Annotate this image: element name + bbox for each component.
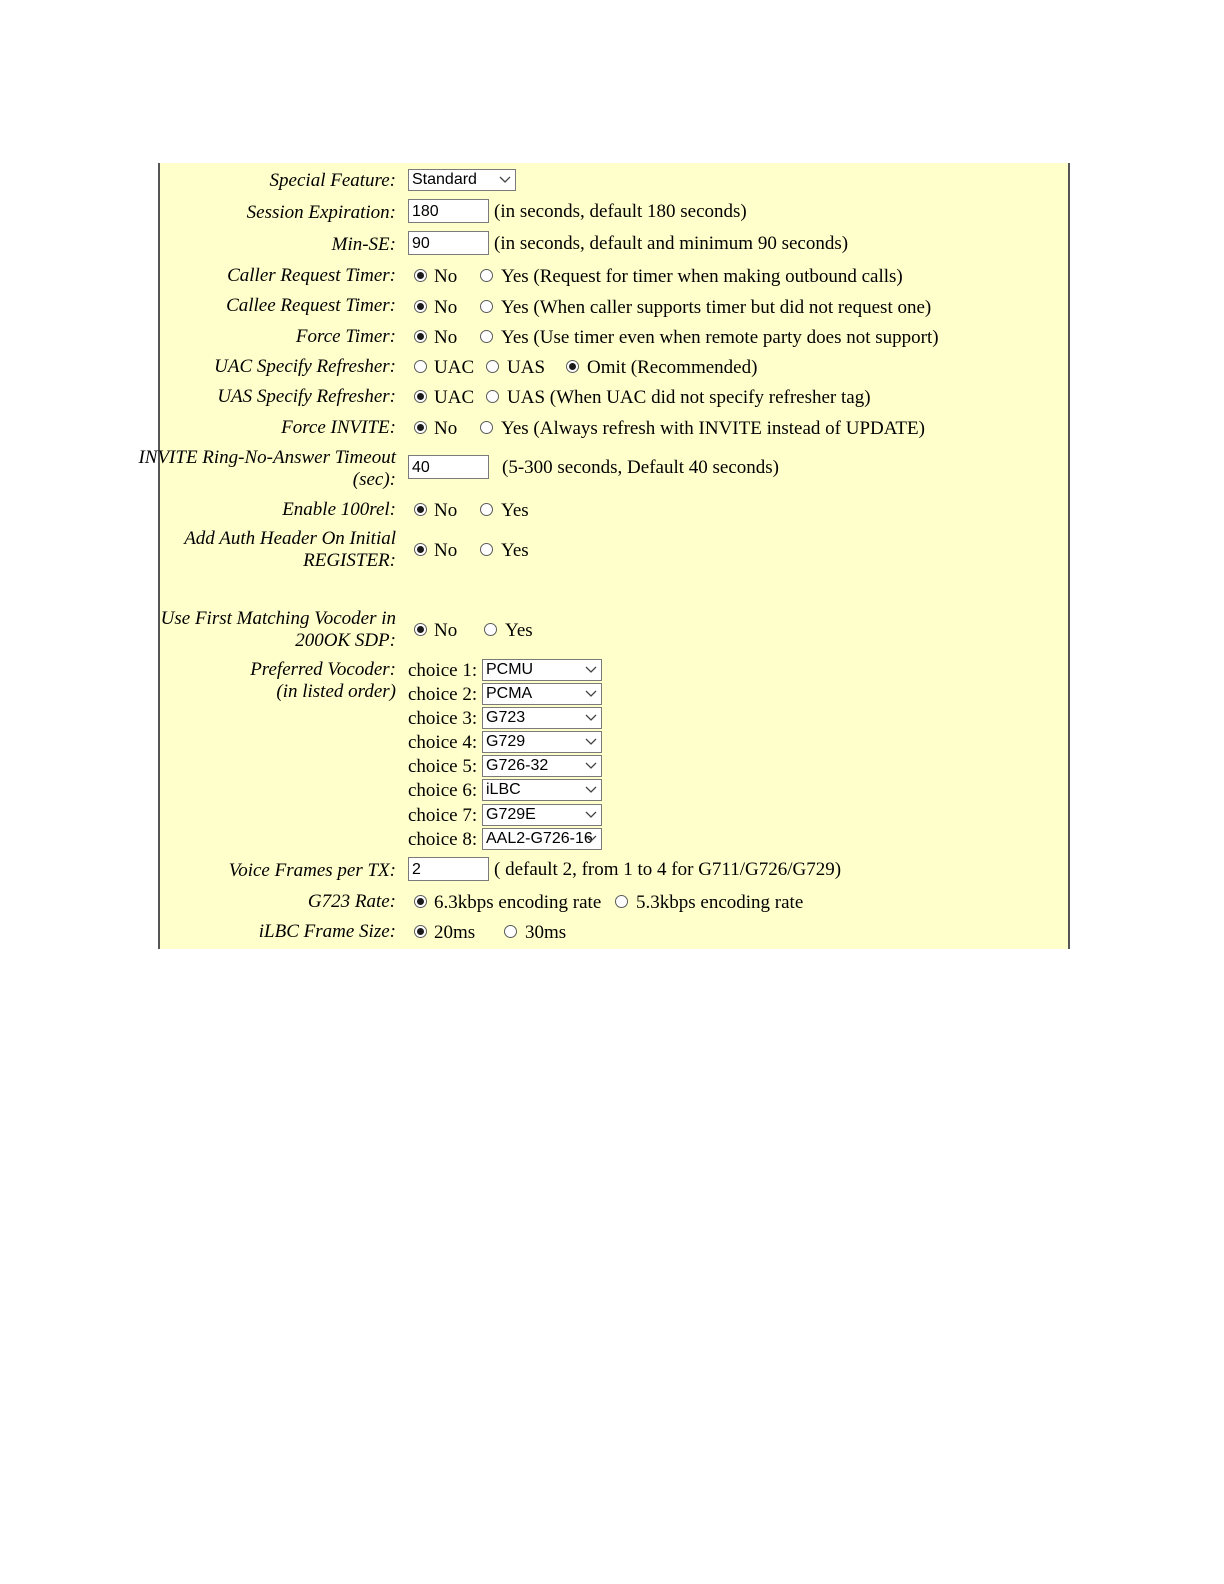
add-auth-header-no-label: No (434, 540, 458, 561)
chevron-down-icon (584, 756, 598, 776)
add-auth-header-label-line2: REGISTER: (303, 550, 396, 571)
uac-specify-refresher-uas-label: UAS (507, 357, 546, 378)
voice-frames-hint: ( default 2, from 1 to 4 for G711/G726/G729) (494, 859, 842, 880)
uas-specify-refresher-uas-radio[interactable] (486, 390, 499, 403)
force-timer-label: Force Timer: (295, 326, 396, 347)
ilbc-frame-size-30-radio[interactable] (504, 925, 517, 938)
chevron-down-icon (584, 805, 598, 825)
vocoder-choice-6-select[interactable] (482, 779, 602, 801)
vocoder-choice-1-label: choice 1: (408, 660, 478, 681)
vocoder-choice-3-label: choice 3: (408, 708, 478, 729)
uas-specify-refresher-uac-radio[interactable] (414, 390, 427, 403)
preferred-vocoder-label-line2: (in listed order) (276, 681, 396, 702)
vocoder-choice-3-value: G723 (486, 709, 526, 726)
add-auth-header-label (184, 528, 396, 572)
caller-request-timer-label: Caller Request Timer: (227, 265, 396, 286)
uac-specify-refresher-uac-label: UAC (434, 357, 475, 378)
uas-specify-refresher-uas-label: UAS (When UAC did not specify refresher tag) (507, 387, 871, 408)
min-se-label: Min-SE: (331, 234, 396, 255)
min-se-hint: (in seconds, default and minimum 90 seconds) (494, 233, 849, 254)
force-timer-yes-label: Yes (Use timer even when remote party does not support) (501, 327, 939, 348)
vocoder-choice-8-label: choice 8: (408, 829, 478, 850)
vocoder-choice-4-label: choice 4: (408, 732, 478, 753)
vocoder-choice-6-label: choice 6: (408, 780, 478, 801)
add-auth-header-label-line1: Add Auth Header On Initial (184, 528, 396, 549)
session-expiration-hint: (in seconds, default 180 seconds) (494, 201, 747, 222)
g723-rate-label: G723 Rate: (307, 891, 396, 912)
chevron-down-icon (584, 708, 598, 728)
vocoder-choice-5-label: choice 5: (408, 756, 478, 777)
uac-specify-refresher-label: UAC Specify Refresher: (214, 356, 396, 377)
g723-rate-53-radio[interactable] (615, 895, 628, 908)
caller-request-timer-no-radio[interactable] (414, 269, 427, 282)
special-feature-value: Standard (412, 171, 477, 188)
special-feature-label: Special Feature: (269, 170, 396, 191)
ilbc-frame-size-20-label: 20ms (434, 922, 476, 943)
voice-frames-label: Voice Frames per TX: (228, 860, 396, 881)
chevron-down-icon (584, 660, 598, 680)
preferred-vocoder-label-line1: Preferred Vocoder: (250, 659, 396, 680)
min-se-input[interactable]: 90 (408, 231, 489, 255)
chevron-down-icon (584, 780, 598, 800)
g723-rate-63-radio[interactable] (414, 895, 427, 908)
g723-rate-53-label: 5.3kbps encoding rate (636, 892, 804, 913)
vocoder-choice-4-value: G729 (486, 733, 526, 750)
enable-100rel-yes-label: Yes (501, 500, 529, 521)
invite-timeout-input[interactable]: 40 (408, 455, 489, 479)
g723-rate-63-label: 6.3kbps encoding rate (434, 892, 602, 913)
special-feature-select[interactable] (408, 169, 516, 191)
voice-frames-input[interactable]: 2 (408, 857, 489, 881)
vocoder-choice-8-select[interactable] (482, 828, 602, 850)
chevron-down-icon (584, 684, 598, 704)
vocoder-choice-2-label: choice 2: (408, 684, 478, 705)
vocoder-choice-7-value: G729E (486, 806, 536, 823)
chevron-down-icon (584, 829, 598, 849)
enable-100rel-no-label: No (434, 500, 458, 521)
force-invite-no-label: No (434, 418, 458, 439)
enable-100rel-label: Enable 100rel: (282, 499, 396, 520)
session-expiration-label: Session Expiration: (246, 202, 396, 223)
uas-specify-refresher-uac-label: UAC (434, 387, 475, 408)
caller-request-timer-yes-radio[interactable] (480, 269, 493, 282)
use-first-vocoder-yes-label: Yes (505, 620, 533, 641)
use-first-vocoder-no-label: No (434, 620, 458, 641)
use-first-vocoder-label-line1: Use First Matching Vocoder in (160, 608, 396, 629)
session-expiration-input[interactable]: 180 (408, 199, 489, 223)
preferred-vocoder-label (250, 659, 396, 703)
chevron-down-icon (584, 732, 598, 752)
ilbc-frame-size-20-radio[interactable] (414, 925, 427, 938)
vocoder-choice-1-value: PCMU (486, 661, 534, 678)
force-invite-yes-label: Yes (Always refresh with INVITE instead of UPDATE) (501, 418, 925, 439)
force-timer-no-label: No (434, 327, 458, 348)
invite-timeout-label-line1: INVITE Ring-No-Answer Timeout (138, 447, 396, 468)
add-auth-header-yes-label: Yes (501, 540, 529, 561)
vocoder-choice-7-label: choice 7: (408, 805, 478, 826)
vocoder-choice-8-value: AAL2-G726-16 (486, 830, 593, 847)
use-first-vocoder-yes-radio[interactable] (484, 623, 497, 636)
use-first-vocoder-label (161, 608, 396, 652)
uac-specify-refresher-omit-radio[interactable] (566, 360, 579, 373)
vocoder-choice-2-select[interactable] (482, 683, 602, 705)
force-invite-no-radio[interactable] (414, 421, 427, 434)
chevron-down-icon (498, 170, 512, 190)
enable-100rel-no-radio[interactable] (414, 503, 427, 516)
vocoder-choice-5-select[interactable] (482, 755, 602, 777)
vocoder-choice-6-value: iLBC (486, 781, 521, 798)
force-invite-yes-radio[interactable] (480, 421, 493, 434)
add-auth-header-no-radio[interactable] (414, 543, 427, 556)
uac-specify-refresher-omit-label: Omit (Recommended) (587, 357, 758, 378)
vocoder-choice-7-select[interactable] (482, 804, 602, 826)
use-first-vocoder-label-line2: 200OK SDP: (295, 630, 396, 651)
settings-panel (138, 163, 1070, 949)
invite-timeout-label-line2: (sec): (352, 469, 396, 490)
vocoder-choice-4-select[interactable] (482, 731, 602, 753)
invite-timeout-label (138, 447, 396, 491)
force-invite-label: Force INVITE: (281, 417, 396, 438)
force-timer-yes-radio[interactable] (480, 330, 493, 343)
ilbc-frame-size-30-label: 30ms (525, 922, 567, 943)
vocoder-choice-2-value: PCMA (486, 685, 533, 702)
vocoder-choice-5-value: G726-32 (486, 757, 549, 774)
caller-request-timer-yes-label: Yes (Request for timer when making outbound calls) (501, 266, 903, 287)
callee-request-timer-yes-label: Yes (When caller supports timer but did not request one) (501, 297, 932, 318)
vocoder-choice-1-select[interactable] (482, 659, 602, 681)
callee-request-timer-label: Callee Request Timer: (226, 295, 396, 316)
uac-specify-refresher-uac-radio[interactable] (414, 360, 427, 373)
callee-request-timer-no-radio[interactable] (414, 300, 427, 313)
add-auth-header-yes-radio[interactable] (480, 543, 493, 556)
callee-request-timer-yes-radio[interactable] (480, 300, 493, 313)
uas-specify-refresher-label: UAS Specify Refresher: (217, 386, 396, 407)
use-first-vocoder-no-radio[interactable] (414, 623, 427, 636)
vocoder-choice-3-select[interactable] (482, 707, 602, 729)
caller-request-timer-no-label: No (434, 266, 458, 287)
force-timer-no-radio[interactable] (414, 330, 427, 343)
enable-100rel-yes-radio[interactable] (480, 503, 493, 516)
ilbc-frame-size-label: iLBC Frame Size: (258, 921, 396, 942)
invite-timeout-hint: (5-300 seconds, Default 40 seconds) (502, 457, 780, 478)
callee-request-timer-no-label: No (434, 297, 458, 318)
uac-specify-refresher-uas-radio[interactable] (486, 360, 499, 373)
